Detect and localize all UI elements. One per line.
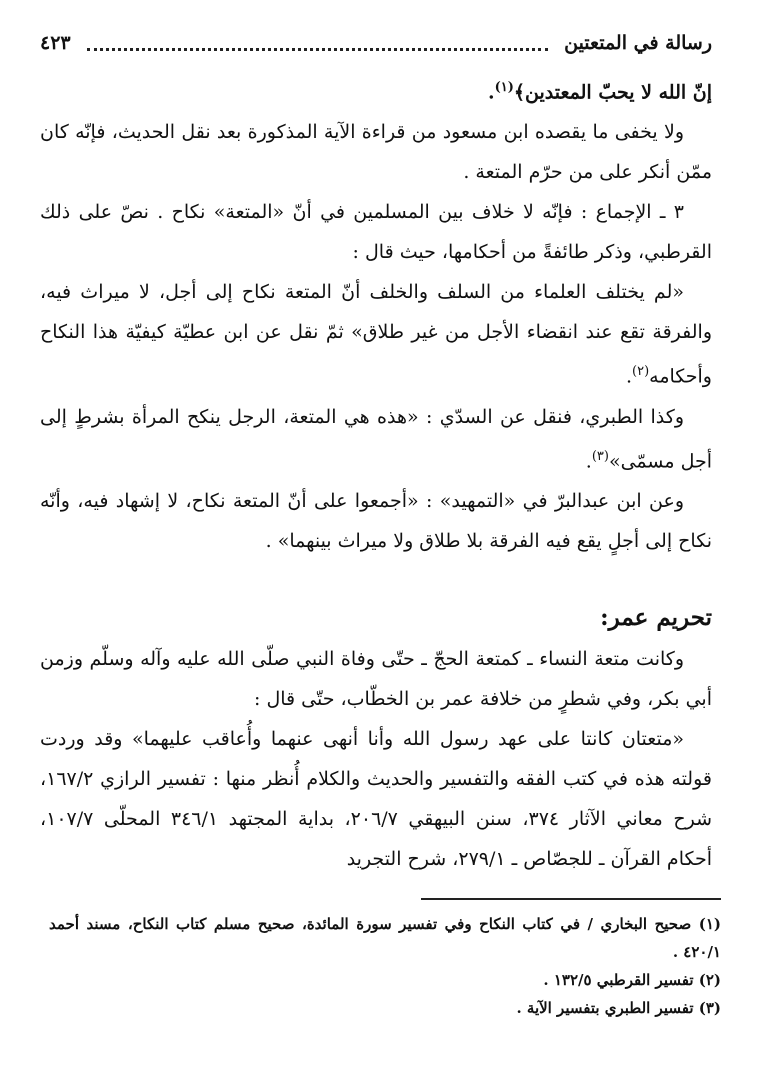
footnote-1: (١) صحيح البخاري / في كتاب النكاح وفي تفسير سورة المائدة، صحيح مسلم كتاب النكاح، مسند أحمد ٤٢٠/١ . (49, 915, 721, 961)
header-dot-leader (87, 36, 548, 51)
footnote-ref-2: (٢) (632, 364, 650, 380)
footnote-ref-1: (١) (494, 80, 514, 95)
section-heading: تحريم عمر: (600, 603, 712, 631)
footnotes (49, 910, 721, 1022)
paragraph-qurtubi-quote: «لم يختلف العلماء من السلف والخلف أنّ المتعة نكاح إلى أجل، لا ميراث فيه، والفرقة تقع عند انقضاء الأجل من غير طلاق» ثمّ نقل عن ابن عطيّة كيفيّة هذا النكاح وأحكامه$^{(٢)}$. (40, 281, 712, 388)
page-number: ٤٢٣ (40, 32, 71, 54)
paragraph-mutah-history: وكانت متعة النساء ـ كمتعة الحجّ ـ حتّى وفاة النبي صلّى الله عليه وآله وسلّم وزمن أبي بكر، وفي شطرٍ من خلافة عمر بن الخطّاب، حتّى قال : (40, 647, 712, 710)
running-header (40, 22, 712, 64)
paragraph-ijma: ٣ ـ الإجماع : فإنّه لا خلاف بين المسلمين في أنّ «المتعة» نكاح . نصّ على ذلك القرطبي، وذكر طائفةً من أحكامها، حيث قال : (40, 201, 712, 264)
footnote-separator (421, 898, 721, 900)
page (40, 22, 712, 879)
footnote-3: (٣) تفسير الطبري بتفسير الآية . (516, 999, 721, 1017)
quran-verse-line: إنّ الله لا يحبّ المعتدين﴾$^{(١)}$. (487, 80, 712, 104)
paragraph-umar-quote: «متعتان كانتا على عهد رسول الله وأنا أنهى عنهما وأُعاقب عليهما» وقد وردت قولته هذه في كتب الفقه والتفسير والحديث والكلام أُنظر منها : تفسير الرازي ١٦٧/٢، شرح معاني الآثار ٣٧٤، سنن البيهقي ٢٠٦/٧، بداية المجتهد ٣٤٦/١ المحلّى ١٠٧/٧، أحكام القرآن ـ للجصّاص ـ ٢٧٩/١، شرح التجريد (40, 727, 712, 870)
footnote-2: (٢) تفسير القرطبي ١٣٢/٥ . (543, 971, 721, 989)
paragraph-tabari: وكذا الطبري، فنقل عن السدّي : «هذه هي المتعة، الرجل ينكح المرأة بشرطٍ إلى أجل مسمّى»$^{(٣)}$. (40, 405, 712, 472)
paragraph-ibn-abdulbarr: وعن ابن عبدالبرّ في «التمهيد» : «أجمعوا على أنّ المتعة نكاح، لا إشهاد فيه، وأنّه نكاح إلى أجلٍ يقع فيه الفرقة بلا طلاق ولا ميراث بينهما» . (40, 489, 712, 552)
book-title: رسالة في المتعتين (564, 32, 712, 54)
footnote-ref-3: (٣) (591, 448, 609, 464)
paragraph-ibn-masud: ولا يخفى ما يقصده ابن مسعود من قراءة الآية المذكورة بعد نقل الحديث، فإنّه كان ممّن أنكر على من حرّم المتعة . (40, 121, 712, 184)
